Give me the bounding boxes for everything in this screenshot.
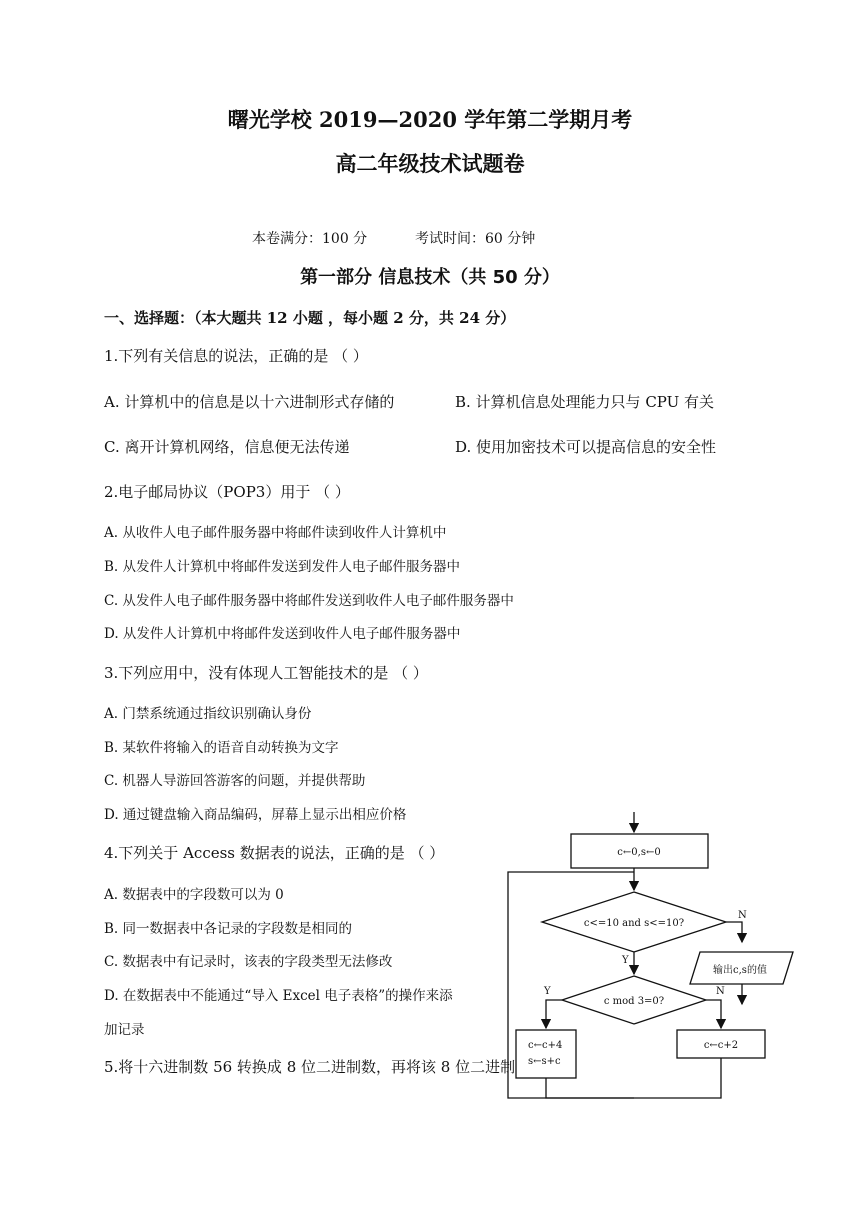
- condition-1-text: c<=10 and s<=10?: [583, 918, 685, 929]
- init-text: c←0,s←0: [617, 847, 661, 858]
- branch-no-text: c←c+2: [703, 1040, 739, 1051]
- question-3-stem: 3.下列应用中，没有体现人工智能技术的是 （ ）: [104, 664, 428, 682]
- question-2-option-b: B. 从发件人计算机中将邮件发送到发件人电子邮件服务器中: [104, 559, 461, 575]
- question-4-option-d: D. 在数据表中不能通过“导入 Excel 电子表格”的操作来添: [104, 988, 453, 1004]
- question-5-stem: 5.将十六进制数 56 转换成 8 位二进制数，再将该 8 位二进制: [104, 1058, 516, 1076]
- question-2-stem: 2.电子邮局协议（POP3）用于 （ ）: [104, 483, 350, 501]
- branch-yes-box: [516, 1030, 576, 1078]
- label-n-1: N: [738, 910, 747, 921]
- question-2-option-c: C. 从发件人电子邮件服务器中将邮件发送到收件人电子邮件服务器中: [104, 593, 514, 609]
- question-1-stem: 1.下列有关信息的说法，正确的是 （ ）: [104, 347, 368, 365]
- question-1-option-b: B. 计算机信息处理能力只与 CPU 有关: [455, 393, 715, 411]
- label-n-2: N: [716, 986, 725, 997]
- branch-yes-text-2: s←s+c: [528, 1056, 561, 1067]
- question-4-option-b: B. 同一数据表中各记录的字段数是相同的: [104, 921, 353, 937]
- flowchart: [500, 808, 800, 1130]
- question-4-option-d-continued: 加记录: [104, 1022, 145, 1038]
- output-text: 输出c,s的值: [713, 965, 767, 976]
- question-2-option-a: A. 从收件人电子邮件服务器中将邮件读到收件人计算机中: [104, 525, 447, 541]
- question-4-option-c: C. 数据表中有记录时，该表的字段类型无法修改: [104, 954, 393, 970]
- part-title: 第一部分 信息技术（共 50 分）: [300, 267, 560, 288]
- exam-time: 考试时间：60 分钟: [415, 231, 536, 247]
- question-3-option-d: D. 通过键盘输入商品编码，屏幕上显示出相应价格: [104, 807, 407, 823]
- label-y-1: Y: [622, 955, 629, 966]
- exam-subtitle: 高二年级技术试题卷: [335, 151, 525, 176]
- question-1-option-a: A. 计算机中的信息是以十六进制形式存储的: [104, 393, 395, 411]
- question-4-stem: 4.下列关于 Access 数据表的说法，正确的是 （ ）: [104, 844, 445, 862]
- question-2-option-d: D. 从发件人计算机中将邮件发送到收件人电子邮件服务器中: [104, 626, 461, 642]
- question-3-option-a: A. 门禁系统通过指纹识别确认身份: [104, 706, 312, 722]
- question-4-option-a: A. 数据表中的字段数可以为 0: [104, 887, 284, 903]
- exam-title: 曙光学校 2019—2020 学年第二学期月考: [227, 107, 633, 132]
- branch-yes-text-1: c←c+4: [528, 1040, 563, 1051]
- section-heading: 一、选择题：（本大题共 12 小题 ，每小题 2 分，共 24 分）: [104, 309, 516, 327]
- condition-2-text: c mod 3=0?: [603, 996, 665, 1007]
- full-score: 本卷满分：100 分: [252, 231, 368, 247]
- label-y-2: Y: [544, 986, 551, 997]
- question-3-option-c: C. 机器人导游回答游客的问题，并提供帮助: [104, 773, 366, 789]
- question-1-option-d: D. 使用加密技术可以提高信息的安全性: [455, 438, 717, 456]
- question-1-option-c: C. 离开计算机网络，信息便无法传递: [104, 438, 350, 456]
- question-3-option-b: B. 某软件将输入的语音自动转换为文字: [104, 740, 339, 756]
